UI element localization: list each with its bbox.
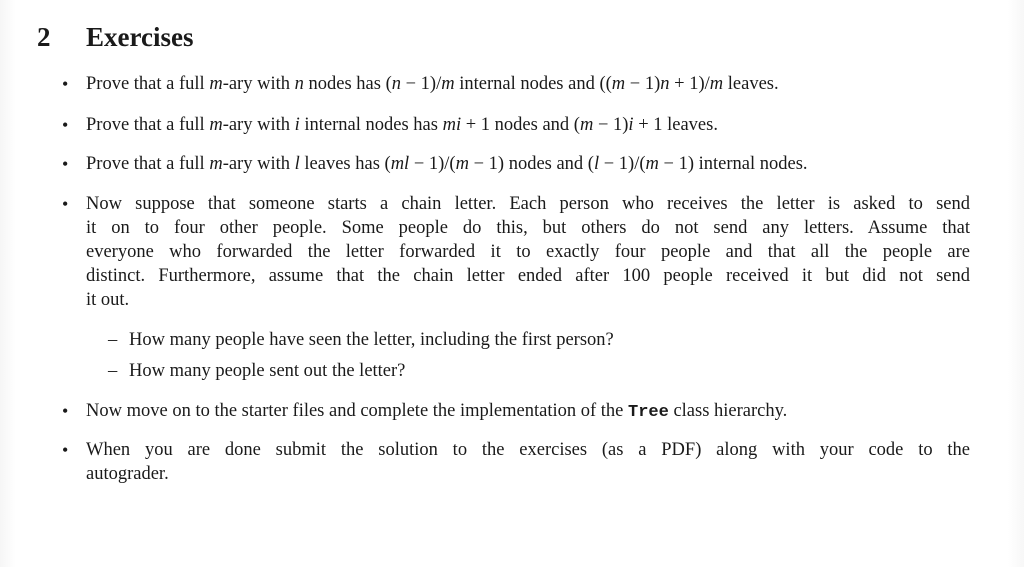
exercise-item-3 <box>86 152 970 176</box>
text-run: + 1 nodes and ( <box>461 115 580 135</box>
bullet-marker: • <box>62 154 69 174</box>
text-run: − 1) internal nodes. <box>658 154 808 174</box>
bullet-marker: • <box>62 115 69 135</box>
exercise-item-1 <box>86 72 970 96</box>
sub-question-2: How many people sent out the letter? <box>129 361 406 381</box>
code-identifier: Tree <box>628 403 669 422</box>
math-var: m <box>209 115 223 135</box>
math-var: m <box>579 115 594 135</box>
math-var: n <box>391 74 401 94</box>
exercise-item-2 <box>86 113 970 137</box>
paragraph-line: distinct. Furthermore, assume that the chain letter ended after 100 people received it but did not send <box>86 266 970 286</box>
math-var: m <box>441 74 455 94</box>
text-run: Now move on to the starter files and complete the implementation of the <box>86 401 629 421</box>
paragraph-line: it on to four other people. Some people do this, but others do not send any letters. Assume that <box>86 218 970 238</box>
bullet-marker: • <box>62 401 69 421</box>
math-var: i <box>294 115 300 135</box>
text-run: -ary with <box>222 154 295 174</box>
paragraph-line: autograder. <box>86 464 169 484</box>
math-var: i <box>628 115 634 135</box>
text-run: Prove that a full <box>86 115 210 135</box>
math-var: l <box>593 154 600 174</box>
text-run: + 1)/ <box>669 74 710 94</box>
math-var: m <box>209 154 223 174</box>
section-number: 2 <box>37 22 51 52</box>
paragraph-line: When you are done submit the solution to the exercises (as a PDF) along with your code to the <box>86 440 970 460</box>
math-var: m <box>645 154 659 174</box>
dash-marker: – <box>108 361 118 381</box>
math-var: n <box>294 74 304 94</box>
text-run: − 1) nodes and ( <box>468 154 594 174</box>
section-title: Exercises <box>86 22 194 52</box>
text-run: -ary with <box>222 115 295 135</box>
text-run: − 1)/( <box>599 154 646 174</box>
bullet-marker: • <box>62 440 69 460</box>
bullet-marker: • <box>62 74 69 94</box>
bullet-marker: • <box>62 194 69 214</box>
paragraph-line: Now suppose that someone starts a chain letter. Each person who receives the letter is asked to send <box>86 194 970 214</box>
math-var: m <box>709 74 724 94</box>
text-run: Prove that a full <box>86 74 210 94</box>
math-var: mi <box>442 115 462 135</box>
text-run: leaves has ( <box>299 154 391 174</box>
paragraph-line: everyone who forwarded the letter forwarded it to exactly four people and that all the people are <box>86 242 970 262</box>
text-run: internal nodes and (( <box>454 74 612 94</box>
exercise-item-6 <box>86 438 970 486</box>
text-run: internal nodes has <box>299 115 443 135</box>
text-run: leaves. <box>723 74 779 94</box>
text-run: nodes has ( <box>303 74 392 94</box>
text-run: − 1)/( <box>409 154 456 174</box>
text-run: − 1) <box>625 74 661 94</box>
exercise-item-5 <box>86 399 970 425</box>
dash-marker: – <box>108 330 118 350</box>
text-run: class hierarchy. <box>668 401 788 421</box>
text-run: − 1)/ <box>400 74 442 94</box>
math-var: m <box>455 154 469 174</box>
text-run: -ary with <box>222 74 295 94</box>
math-var: m <box>209 74 223 94</box>
paragraph-line: it out. <box>86 290 130 310</box>
text-run: + 1 leaves. <box>633 115 718 135</box>
math-var: m <box>611 74 626 94</box>
text-run: Prove that a full <box>86 154 210 174</box>
math-var: n <box>660 74 670 94</box>
math-var: l <box>294 154 300 174</box>
exercise-item-4 <box>86 192 970 312</box>
sub-question-1: How many people have seen the letter, including the first person? <box>129 330 614 350</box>
math-var: ml <box>390 154 410 174</box>
text-run: − 1) <box>593 115 629 135</box>
